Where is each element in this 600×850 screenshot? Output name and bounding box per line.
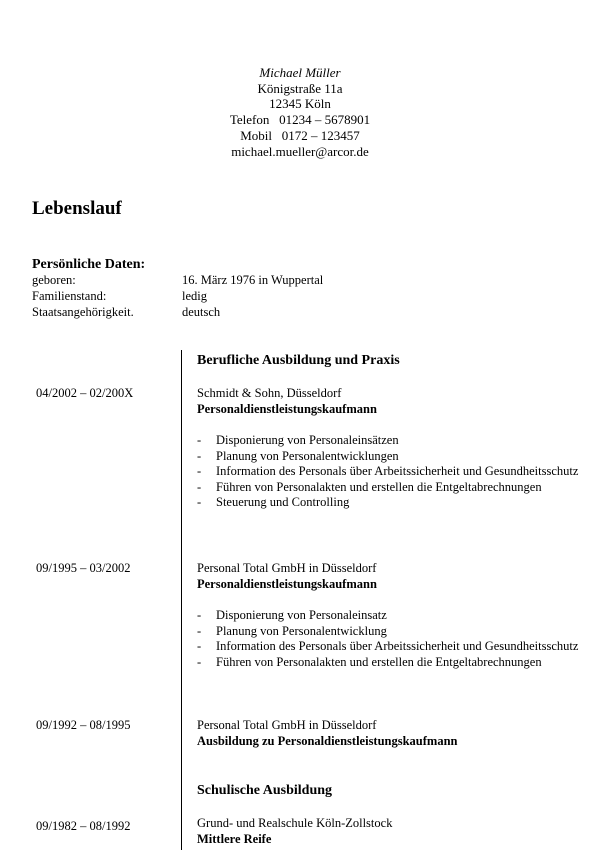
- task-item: [197, 433, 592, 449]
- task-item: [197, 624, 592, 640]
- career-entry: [197, 386, 592, 511]
- mobile-number: Mobil 0172 – 123457: [240, 127, 360, 143]
- bullet-dash: -: [197, 495, 202, 509]
- task-item: [197, 495, 592, 511]
- address-city: 12345 Köln: [269, 96, 331, 112]
- career-entry: [197, 561, 592, 670]
- entry-role: Ausbildung zu Personaldienstleistungskaufmann: [197, 733, 458, 748]
- contact-header: [0, 65, 600, 159]
- entry-qualification: Mittlere Reife: [197, 831, 272, 846]
- school-section-heading: Schulische Ausbildung: [197, 783, 333, 798]
- personal-value: ledig: [182, 289, 207, 303]
- bullet-dash: -: [197, 608, 202, 622]
- career-section-heading: Berufliche Ausbildung und Praxis: [197, 353, 400, 368]
- personal-value: deutsch: [182, 305, 221, 319]
- entry-school: Grund- und Realschule Köln-Zollstock: [197, 816, 393, 830]
- career-entry: [197, 718, 592, 749]
- personal-row-nationality: [32, 305, 592, 321]
- entry-company: Personal Total GmbH in Düsseldorf: [197, 718, 377, 732]
- personal-data-heading: Persönliche Daten:: [32, 257, 146, 272]
- task-item: [197, 608, 592, 624]
- task-list: [197, 608, 592, 670]
- task-item: [197, 639, 592, 655]
- entry-role: Personaldienstleistungskaufmann: [197, 401, 377, 416]
- bullet-dash: -: [197, 654, 202, 669]
- personal-row-marital-status: [32, 289, 592, 305]
- address-street: Königstraße 11a: [257, 80, 343, 96]
- personal-label: geboren:: [32, 273, 76, 287]
- entry-date: 04/2002 – 02/200X: [36, 386, 134, 400]
- task-list: [197, 433, 592, 511]
- school-entry: [197, 816, 592, 847]
- entry-date: 09/1982 – 08/1992: [36, 819, 131, 833]
- task-text: Disponierung von Personaleinsätzen: [216, 433, 399, 447]
- personal-label: Staatsangehörigkeit.: [32, 305, 134, 319]
- bullet-dash: -: [197, 479, 202, 494]
- bullet-dash: -: [197, 464, 202, 478]
- bullet-dash: -: [197, 639, 202, 653]
- entry-date: 09/1995 – 03/2002: [36, 561, 131, 575]
- task-item: [197, 464, 592, 480]
- entry-company: Schmidt & Sohn, Düsseldorf: [197, 386, 342, 400]
- task-text: Information des Personals über Arbeitssicherheit und Gesundheitsschutz: [216, 464, 579, 478]
- task-text: Information des Personals über Arbeitssicherheit und Gesundheitsschutz: [216, 639, 579, 653]
- bullet-dash: -: [197, 448, 202, 463]
- entry-date: 09/1992 – 08/1995: [36, 718, 131, 732]
- task-text: Führen von Personalakten und erstellen die Entgeltabrechnungen: [216, 654, 542, 669]
- applicant-name: Michael Müller: [259, 65, 341, 80]
- timeline-divider: [181, 350, 182, 850]
- personal-value: 16. März 1976 in Wuppertal: [182, 273, 324, 287]
- task-item: [197, 480, 592, 496]
- bullet-dash: -: [197, 623, 202, 638]
- task-text: Planung von Personalentwicklung: [216, 623, 387, 638]
- task-text: Steuerung und Controlling: [216, 495, 350, 509]
- entry-role: Personaldienstleistungskaufmann: [197, 576, 377, 591]
- task-item: [197, 449, 592, 465]
- email-address: michael.mueller@arcor.de: [231, 143, 369, 159]
- bullet-dash: -: [197, 433, 202, 447]
- phone-number: Telefon 01234 – 5678901: [229, 112, 371, 128]
- task-item: [197, 655, 592, 671]
- task-text: Planung von Personalentwicklungen: [216, 448, 399, 463]
- page-title: Lebenslauf: [32, 198, 122, 219]
- entry-company: Personal Total GmbH in Düsseldorf: [197, 561, 377, 575]
- personal-row-birth: [32, 273, 592, 289]
- task-text: Disponierung von Personaleinsatz: [216, 608, 387, 622]
- personal-label: Familienstand:: [32, 289, 107, 303]
- task-text: Führen von Personalakten und erstellen die Entgeltabrechnungen: [216, 479, 542, 494]
